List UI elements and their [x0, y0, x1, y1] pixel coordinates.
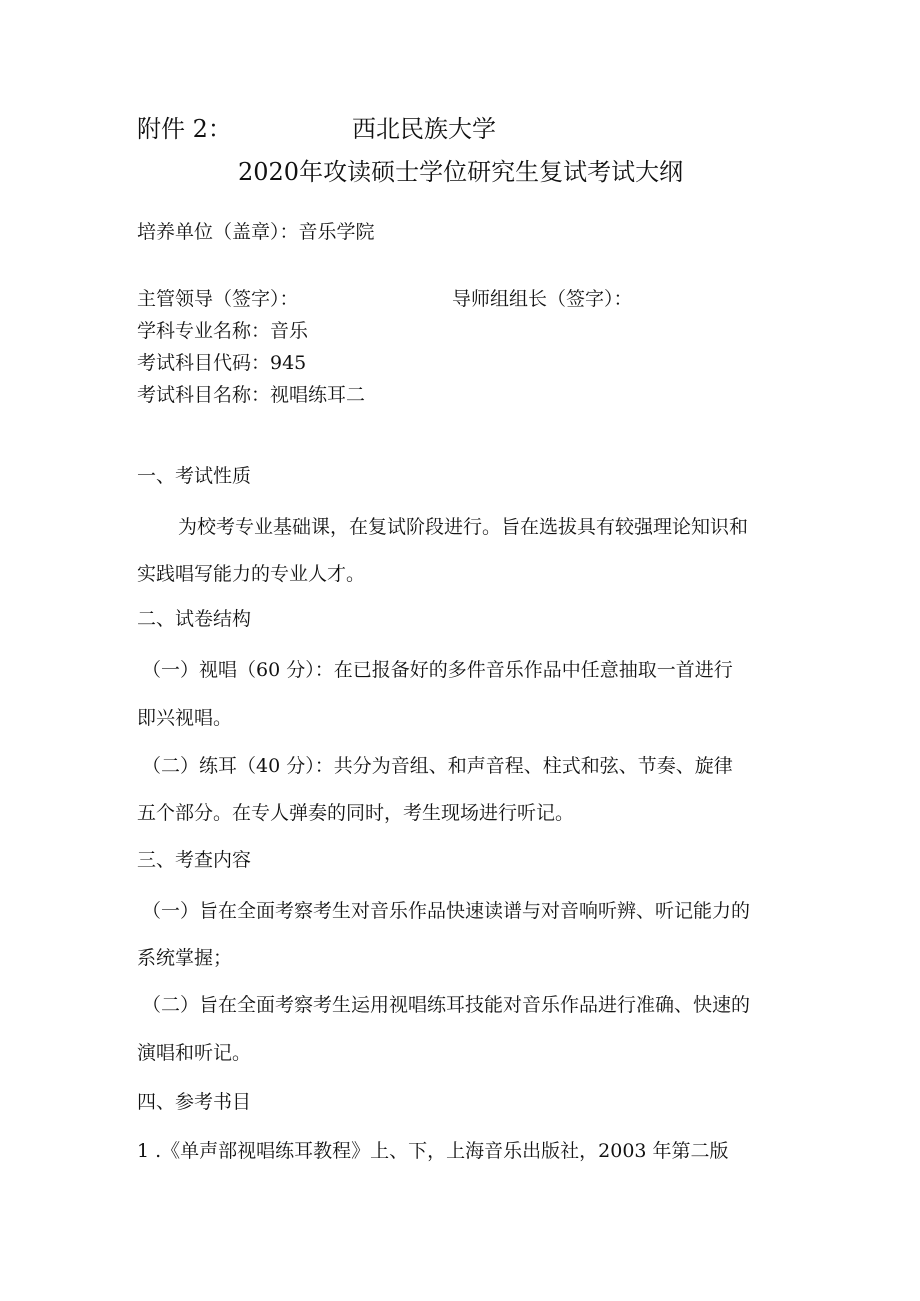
section-2-item-2-line-2: 五个部分。在专人弹奏的同时，考生现场进行听记。 [137, 802, 575, 824]
section-2-item-2-line-1: （二）练耳（40 分）：共分为音组、和声音程、柱式和弦、节奏、旋律 [142, 755, 733, 777]
section-1-paragraph-line-1: 为校考专业基础课，在复试阶段进行。旨在选拔具有较强理论知识和 [178, 516, 749, 538]
training-unit: 培养单位（盖章）：音乐学院 [137, 221, 375, 243]
major-name: 学科专业名称：音乐 [137, 320, 309, 342]
section-3-item-2-line-2: 演唱和听记。 [137, 1042, 252, 1064]
section-4-heading: 四、参考书目 [137, 1091, 252, 1113]
group-leader-signature-label: 导师组组长（签字）： [452, 288, 633, 310]
reference-book-1: 1 .《单声部视唱练耳教程》上、下，上海音乐出版社，2003 年第二版 [137, 1140, 729, 1162]
leader-signature-label: 主管领导（签字）： [137, 288, 299, 310]
section-1-heading: 一、考试性质 [137, 465, 252, 487]
attachment-label: 附件 2： [137, 115, 232, 143]
section-2-item-1-line-1: （一）视唱（60 分）：在已报备好的多件音乐作品中任意抽取一首进行 [142, 659, 733, 681]
section-2-item-1-line-2: 即兴视唱。 [137, 707, 233, 729]
section-1-paragraph-line-2: 实践唱写能力的专业人才。 [137, 563, 366, 585]
university-name: 西北民族大学 [352, 115, 496, 143]
subject-name: 考试科目名称：视唱练耳二 [137, 384, 366, 406]
section-3-item-1-line-1: （一）旨在全面考察考生对音乐作品快速读谱与对音响听辨、听记能力的 [142, 900, 751, 922]
subject-code: 考试科目代码：945 [137, 352, 307, 374]
section-2-heading: 二、试卷结构 [137, 608, 252, 630]
section-3-item-1-line-2: 系统掌握； [137, 947, 233, 969]
document-title: 2020年攻读硕士学位研究生复试考试大纲 [238, 158, 684, 186]
section-3-heading: 三、考查内容 [137, 849, 252, 871]
section-3-item-2-line-1: （二）旨在全面考察考生运用视唱练耳技能对音乐作品进行准确、快速的 [142, 994, 751, 1016]
